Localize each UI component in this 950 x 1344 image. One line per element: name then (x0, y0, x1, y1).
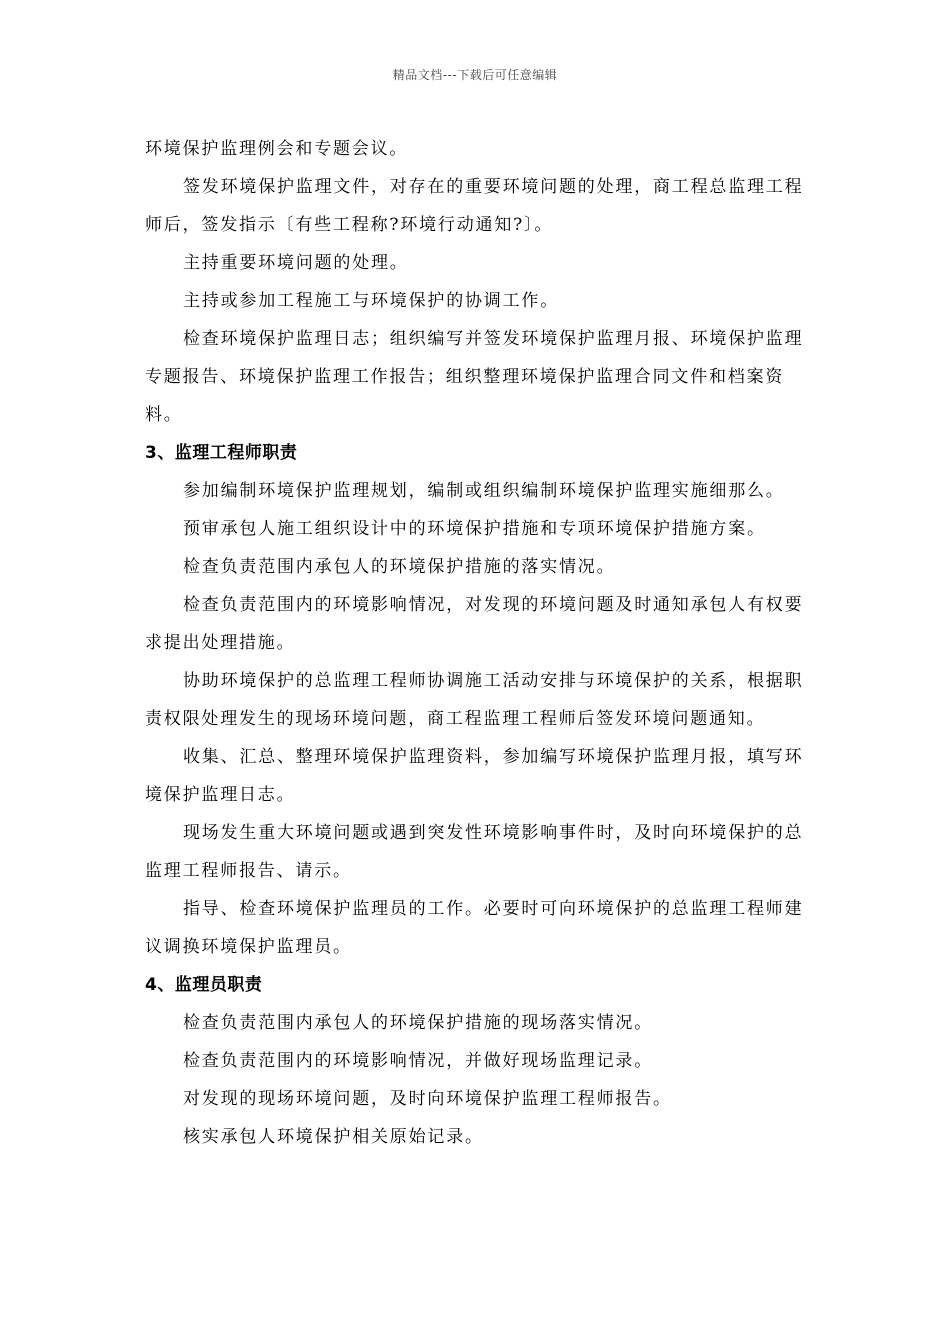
paragraph: 签发环境保护监理文件，对存在的重要环境问题的处理，商工程总监理工程师后，签发指示〔有些工程称?环境行动通知?〕。 (145, 177, 804, 235)
page-header: 精品文档---下载后可任意编辑 (392, 68, 558, 82)
paragraph: 主持或参加工程施工与环境保护的协调工作。 (183, 291, 559, 311)
paragraph: 收集、汇总、整理环境保护监理资料，参加编写环境保护监理月报，填写环境保护监理日志。 (145, 747, 804, 805)
paragraph: 检查负责范围内的环境影响情况，并做好现场监理记录。 (183, 1051, 653, 1071)
paragraph: 参加编制环境保护监理规划，编制或组织编制环境保护监理实施细那么。 (183, 481, 785, 501)
paragraph: 指导、检查环境保护监理员的工作。必要时可向环境保护的总监理工程师建议调换环境保护监理员。 (145, 899, 804, 957)
paragraph: 检查负责范围内的环境影响情况，对发现的环境问题及时通知承包人有权要求提出处理措施。 (145, 595, 804, 653)
section-heading-4: 4、监理员职责 (145, 975, 263, 995)
paragraph: 检查负责范围内承包人的环境保护措施的现场落实情况。 (183, 1013, 653, 1033)
paragraph: 核实承包人环境保护相关原始记录。 (183, 1127, 484, 1147)
paragraph: 对发现的现场环境问题，及时向环境保护监理工程师报告。 (183, 1089, 672, 1109)
paragraph: 环境保护监理例会和专题会议。 (145, 139, 409, 159)
paragraph: 检查负责范围内承包人的环境保护措施的落实情况。 (183, 557, 616, 577)
paragraph: 协助环境保护的总监理工程师协调施工活动安排与环境保护的关系，根据职责权限处理发生的现场环境问题，商工程监理工程师后签发环境问题通知。 (145, 671, 804, 729)
document-body (145, 130, 810, 1156)
paragraph: 主持重要环境问题的处理。 (183, 253, 409, 273)
section-heading-3: 3、监理工程师职责 (145, 443, 298, 463)
paragraph: 现场发生重大环境问题或遇到突发性环境影响事件时，及时向环境保护的总监理工程师报告、请示。 (145, 823, 804, 881)
paragraph: 预审承包人施工组织设计中的环境保护措施和专项环境保护措施方案。 (183, 519, 766, 539)
paragraph: 检查环境保护监理日志；组织编写并签发环境保护监理月报、环境保护监理专题报告、环境保护监理工作报告；组织整理环境保护监理合同文件和档案资料。 (145, 329, 804, 425)
